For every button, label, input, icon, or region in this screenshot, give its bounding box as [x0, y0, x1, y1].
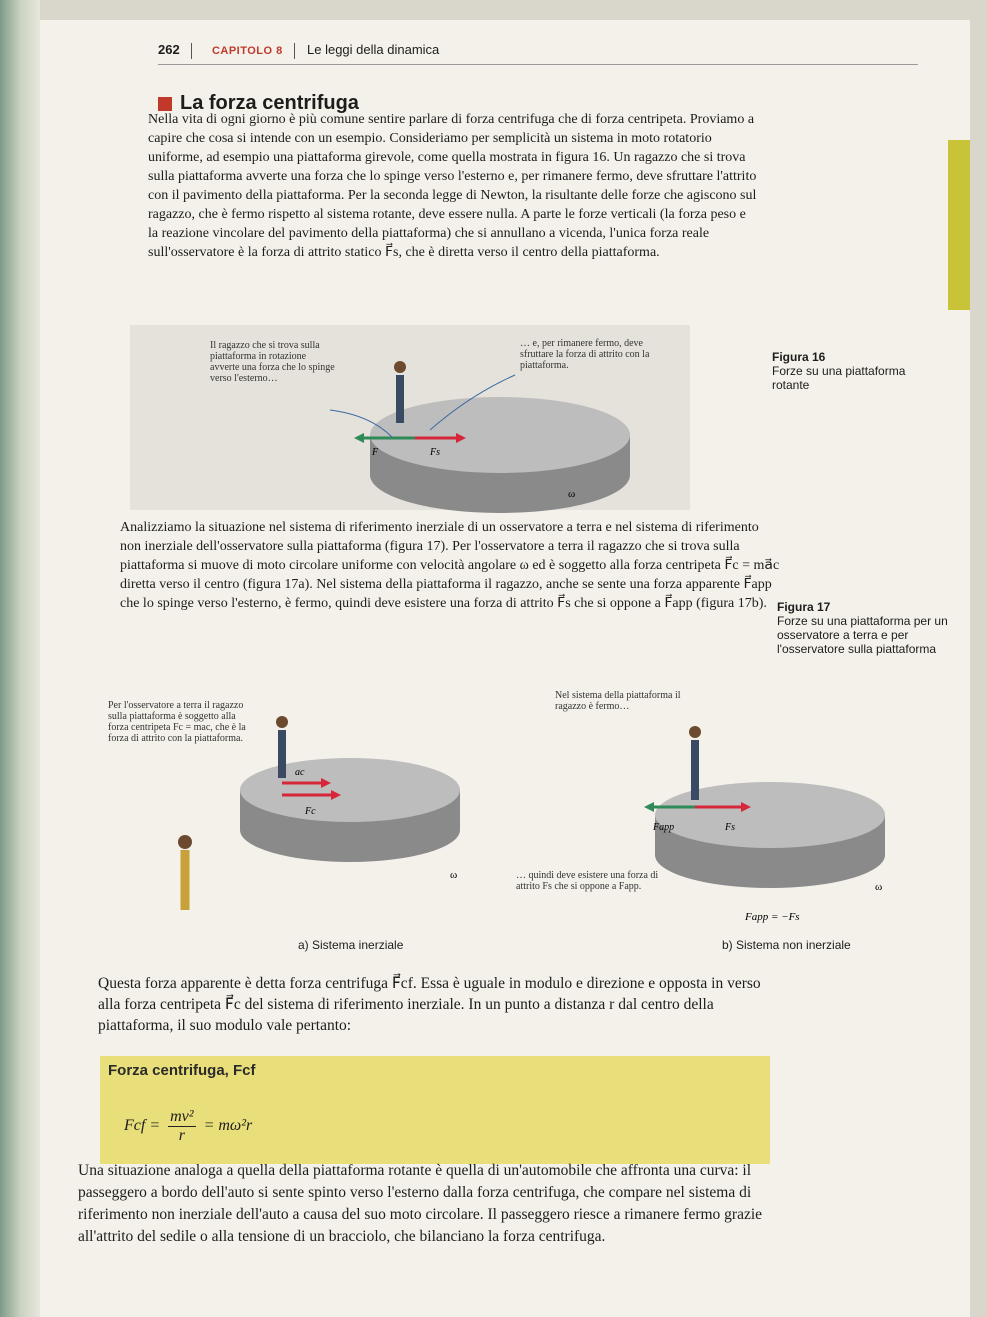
ac-label: ac: [295, 767, 305, 778]
formula-box: [100, 1056, 770, 1164]
platform-top: [370, 397, 630, 473]
fs-label: Fs: [725, 822, 735, 833]
header-rule: [158, 64, 918, 65]
textbook-page: [40, 20, 970, 1317]
section-marker-icon: [158, 97, 172, 111]
boy-head: [276, 716, 288, 728]
formula-title: Forza centrifuga, Fcf: [108, 1062, 256, 1079]
platform-top: [655, 782, 885, 848]
header-divider: [191, 43, 192, 59]
figure-16-note-right: … e, per rimanere fermo, deve sfruttare la forza di attrito con la piattaforma.: [520, 338, 650, 371]
formula-fraction: [168, 1108, 195, 1145]
figure-17-caption-text: Forze su una piattaforma per un osservatore a terra e per l'osservatore sulla piattaforma: [777, 614, 948, 656]
paragraph-analysis: Analizziamo la situazione nel sistema di riferimento inerziale di un osservatore a terra e nel sistema di riferimento non inerziale dell'osservatore sulla piattaforma (figura 17). Per l'osservatore a terra il ragazzo che si trova sulla piattaforma si muove di moto circolare uniforme con velocità angolare ω ed è soggetto alla forza centripeta F⃗c = ma⃗c diretta verso il centro (figura 17a). Nel sistema della piattaforma il ragazzo, anche se sente una forza apparente F⃗app che lo spinge verso l'esterno, è fermo, quindi deve esistere una forza di attrito F⃗s che si oppone a F⃗app (figura 17b).: [120, 520, 780, 611]
figure-17b-note-top: Nel sistema della piattaforma il ragazzo è fermo…: [555, 690, 681, 712]
chapter-title: Le leggi della dinamica: [307, 42, 440, 57]
figure-17-label: Figura 17: [777, 600, 831, 614]
paragraph-centrifugal: Questa forza apparente è detta forza centrifuga F⃗cf. Essa è uguale in modulo e direzione e opposta in verso alla forza centripeta F⃗c del sistema di riferimento inerziale. In un punto a distanza r dal centro della piattaforma, il suo modulo vale pertanto:: [98, 975, 761, 1034]
running-header: [158, 42, 439, 59]
boy-head: [689, 726, 701, 738]
omega-label: ω: [875, 881, 883, 893]
section-title-text: La forza centrifuga: [180, 92, 359, 114]
figure-16-caption-text: Forze su una piattaforma rotante: [772, 364, 906, 392]
formula-expression: [124, 1108, 252, 1145]
formula-numerator: mv²: [170, 1108, 194, 1125]
arrow-head-icon: [644, 802, 654, 812]
figure-16-note-left: Il ragazzo che si trova sulla piattaforma in rotazione avverte una forza che lo spinge verso l'esterno…: [210, 340, 335, 384]
observer-head: [178, 835, 192, 849]
formula-denominator: r: [178, 1127, 185, 1144]
figure-17b-note-bottom: … quindi deve esistere una forza di attrito Fs che si oppone a Fapp.: [516, 870, 659, 892]
force-f-label: F: [372, 447, 379, 458]
fapp-label: Fapp: [653, 822, 675, 833]
relation-label: Fapp = −Fs: [745, 911, 800, 923]
paragraph-car-example: Una situazione analoga a quella della piattaforma rotante è quella di un'automobile che affronta una curva: il passeggero a bordo dell'auto si sente spinto verso l'esterno dalla forza centrifuga, che compare nel sistema di riferimento non inerziale dell'auto a causa del suo moto circolare. Il passeggero riesce a rimanere fermo grazie all'attrito del sedile o alla tensione di un bracciolo, che bilanciano la forza centrifuga.: [78, 1162, 763, 1245]
formula-rhs: = mω²r: [203, 1117, 253, 1135]
header-divider: [294, 43, 295, 59]
page-number: 262: [158, 42, 180, 57]
fc-label: Fc: [305, 806, 316, 817]
figure-17a-note: Per l'osservatore a terra il ragazzo sulla piattaforma è soggetto alla forza centripeta Fc = mac, che è la forza di attrito con la piattaforma.: [108, 700, 246, 744]
figure-17-caption: [777, 600, 957, 656]
formula-lhs: Fcf =: [124, 1117, 161, 1135]
side-tab: [948, 140, 970, 310]
book-binding: [0, 0, 40, 1317]
force-fs-label: Fs: [430, 447, 440, 458]
figure-17b-diagram: [635, 780, 905, 930]
chapter-label: CAPITOLO 8: [211, 45, 283, 57]
sub-label-a: a) Sistema inerziale: [298, 938, 404, 952]
omega-label: ω: [568, 488, 576, 500]
figure-16-label: Figura 16: [772, 350, 826, 364]
figure-16-caption: [772, 350, 932, 392]
boy-head: [394, 361, 406, 373]
figure-17a-diagram: [170, 750, 480, 920]
sub-label-b: b) Sistema non inerziale: [722, 938, 851, 952]
platform-top: [240, 758, 460, 822]
paragraph-intro: Nella vita di ogni giorno è più comune sentire parlare di forza centrifuga che di forza centripeta. Proviamo a capire che cosa si intende con un esempio. Consideriamo per semplicità un sistema in moto rotatorio uniforme, ad esempio una piattaforma girevole, come quella mostrata in figura 16. Un ragazzo che si trova sulla piattaforma avverte una forza che lo spinge verso l'esterno e, per rimanere fermo, deve sfruttare l'attrito con il pavimento della piattaforma. Per la seconda legge di Newton, la risultante delle forze che agiscono sul ragazzo, che è fermo rispetto al sistema rotante, deve essere nulla. A parte le forze verticali (la forza peso e la reazione vincolare del pavimento della piattaforma) che si annullano a vicenda, l'unica forza reale sull'osservatore è la forza di attrito statico F⃗s, che è diretta verso il centro della piattaforma.: [148, 112, 757, 260]
omega-label: ω: [450, 869, 458, 881]
